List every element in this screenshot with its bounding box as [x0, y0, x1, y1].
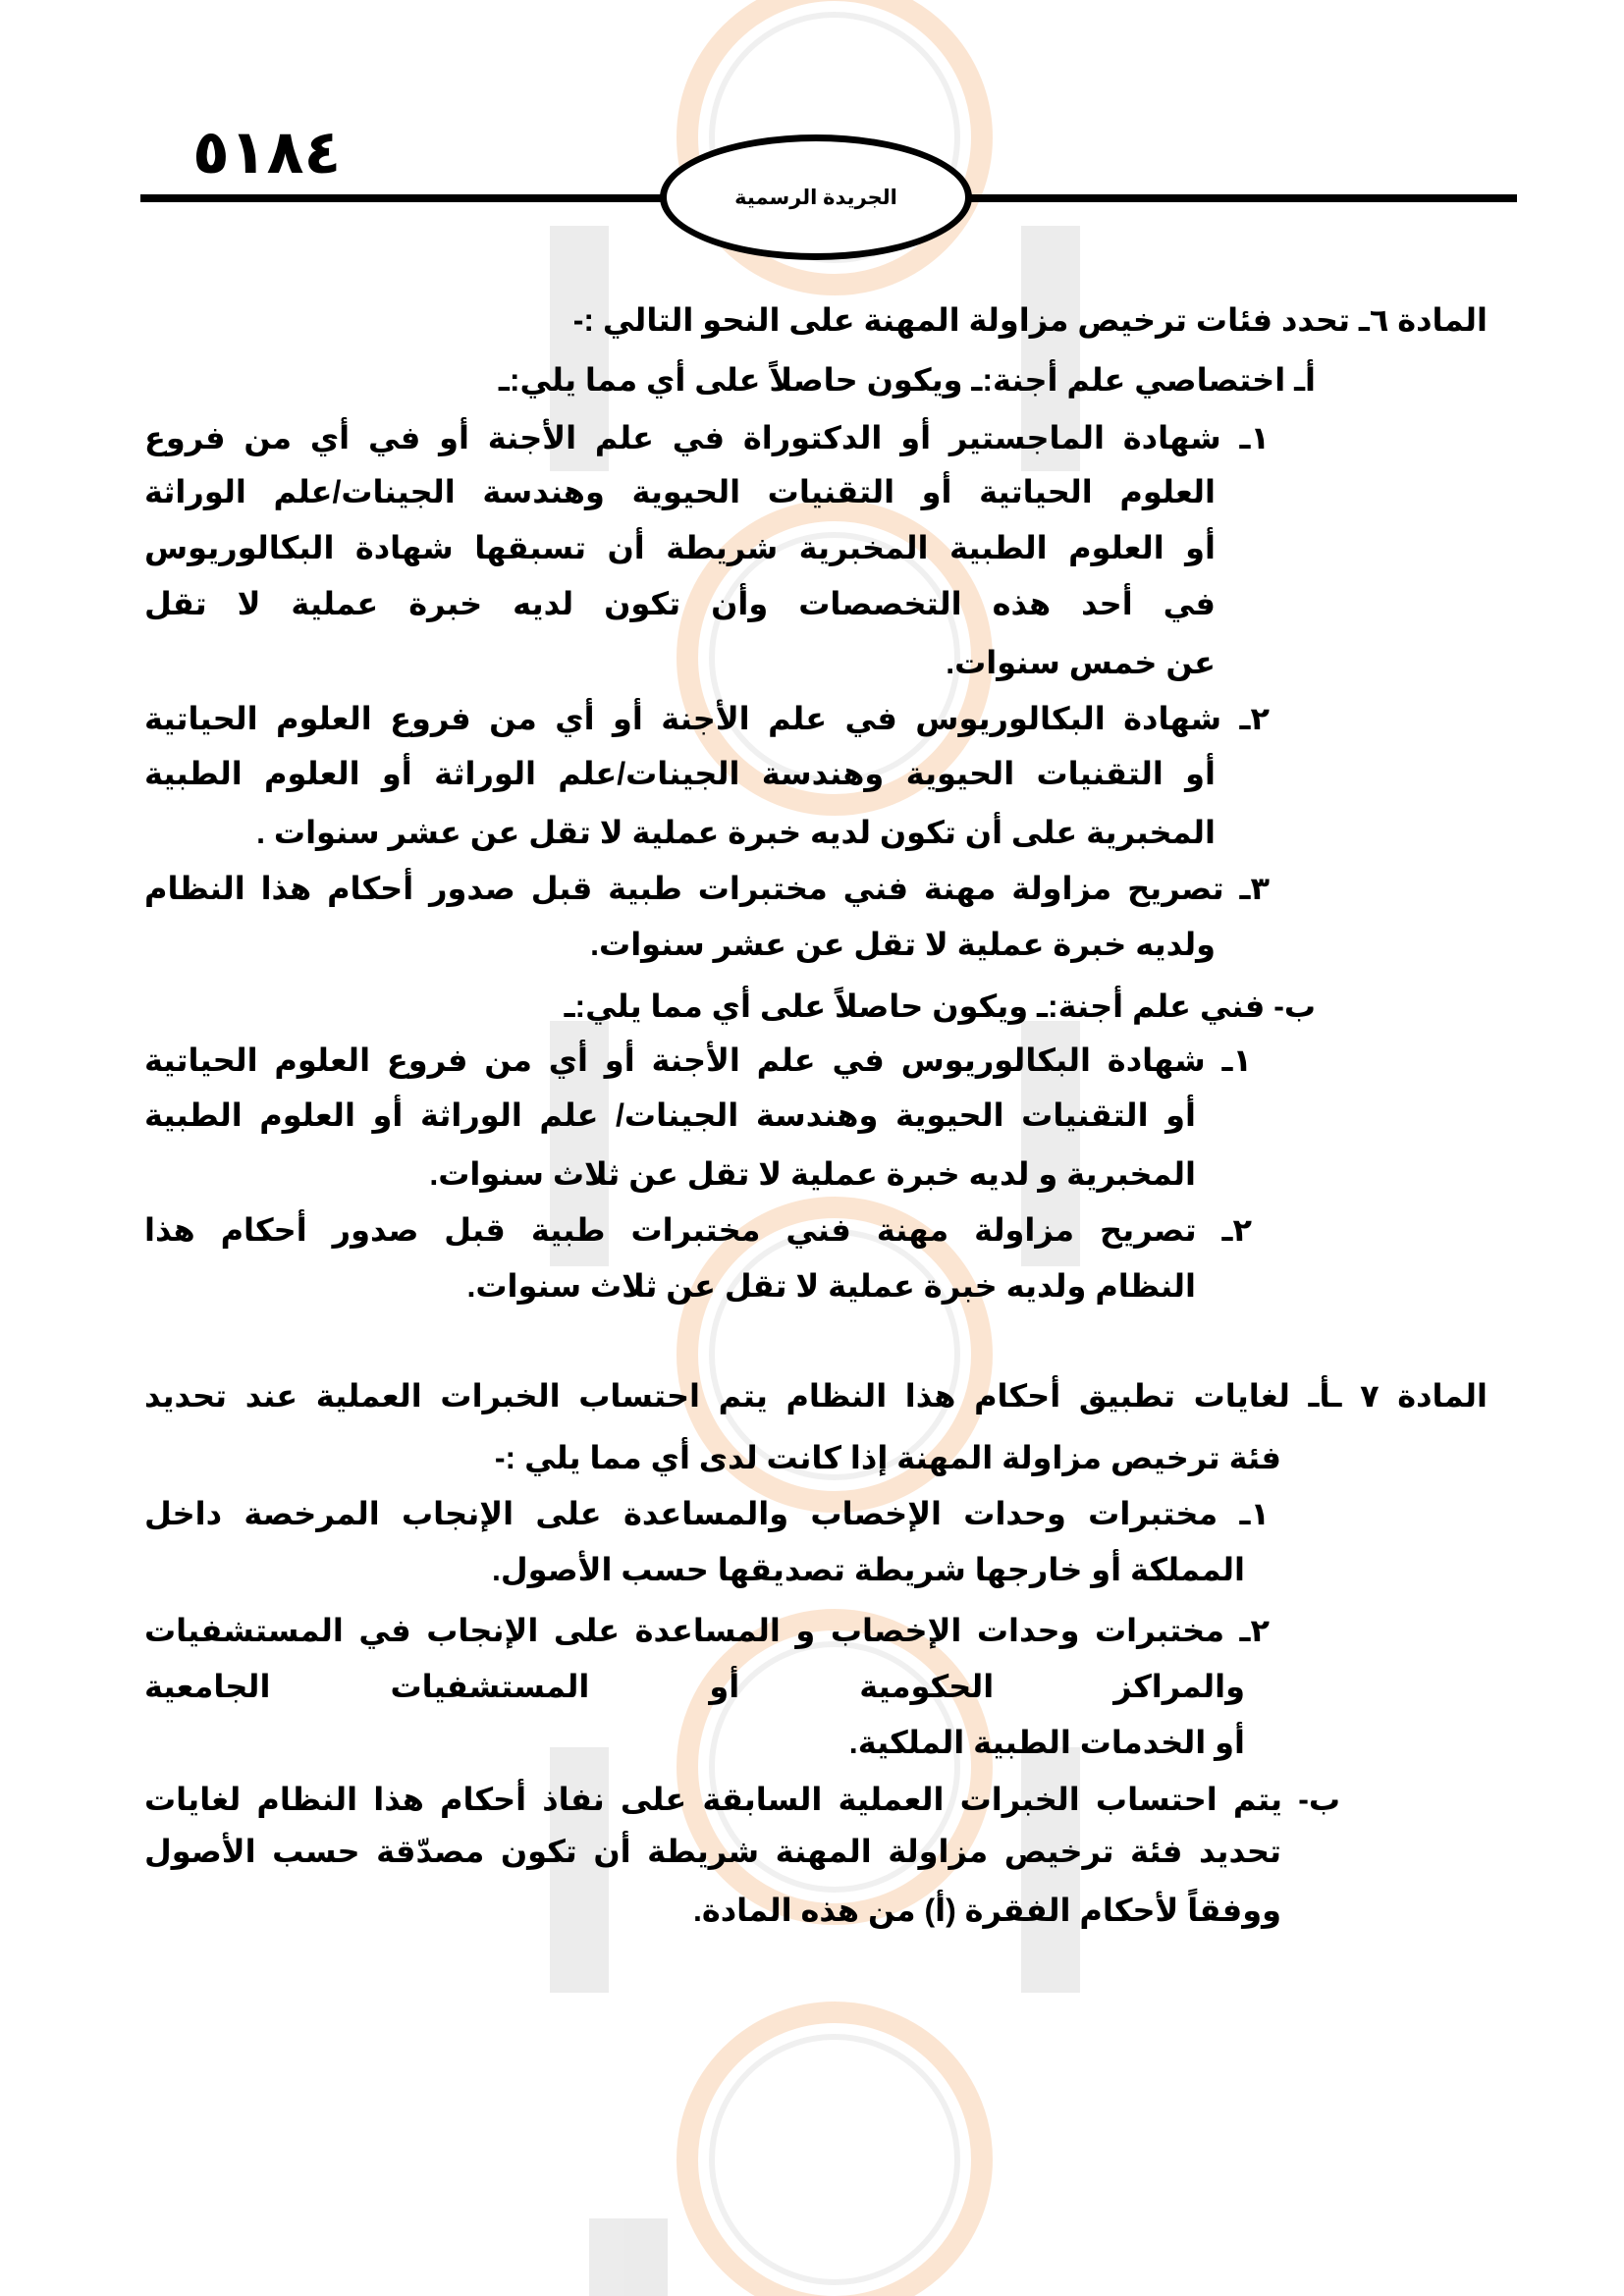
gazette-title-ellipse — [660, 134, 972, 260]
article6-b1-line: ١ـ شهادة البكالوريوس في علم الأجنة أو أي من فروع العلوم الحياتية — [144, 1042, 1252, 1078]
article7-a2-line: أو الخدمات الطبية الملكية. — [848, 1725, 1245, 1760]
article6-b2-line: النظام ولديه خبرة عملية لا تقل عن ثلاث سنوات. — [466, 1268, 1196, 1304]
header-rule-left — [140, 194, 671, 202]
article6-a-heading: أـ اختصاصي علم أجنة:ـ ويكون حاصلاً على أي مما يلي:ـ — [498, 362, 1316, 398]
article6-a2-line: المخبرية على أن تكون لديه خبرة عملية لا تقل عن عشر سنوات . — [256, 815, 1216, 850]
article7-b-line: ووفقاً لأحكام الفقرة (أ) من هذه المادة. — [692, 1893, 1281, 1928]
article6-a1-line: ١ـ شهادة الماجستير أو الدكتوراة في علم الأجنة أو في أي من فروع — [144, 420, 1270, 455]
article6-title: المادة ٦ـ تحدد فئات ترخيص مزاولة المهنة على النحو التالي :- — [572, 302, 1488, 338]
article7-a-line: المادة ٧ ـأـ لغايات تطبيق أحكام هذا النظام يتم احتساب الخبرات العملية عند تحديد — [144, 1378, 1488, 1414]
article6-a1-line: في أحد هذه التخصصات وأن تكون لديه خبرة عملية لا تقل — [144, 586, 1216, 621]
article6-b1-line: المخبرية و لديه خبرة عملية لا تقل عن ثلاث سنوات. — [429, 1156, 1196, 1192]
article6-a2-line: أو التقنيات الحيوية وهندسة الجينات/علم الوراثة أو العلوم الطبية — [144, 756, 1216, 791]
article7-a2-line: والمراكز الحكومية أو المستشفيات الجامعية — [144, 1669, 1245, 1704]
article7-a2-line: ٢ـ مختبرات وحدات الإخصاب و المساعدة على الإنجاب في المستشفيات — [144, 1613, 1270, 1648]
article7-b-line: ب- يتم احتساب الخبرات العملية السابقة على نفاذ أحكام هذا النظام لغايات — [144, 1782, 1340, 1817]
article7-a-line: فئة ترخيص مزاولة المهنة إذا كانت لدى أي مما يلي :- — [494, 1440, 1281, 1475]
article7-a1-line: المملكة أو خارجها شريطة تصديقها حسب الأصول. — [492, 1552, 1245, 1587]
article7-a1-line: ١ـ مختبرات وحدات الإخصاب والمساعدة على الإنجاب المرخصة داخل — [144, 1496, 1270, 1531]
article6-a3-line: ولديه خبرة عملية لا تقل عن عشر سنوات. — [590, 927, 1216, 962]
article6-a2-line: ٢ـ شهادة البكالوريوس في علم الأجنة أو أي من فروع العلوم الحياتية — [144, 701, 1270, 736]
page-number: ٥١٨٤ — [192, 119, 342, 187]
article6-b1-line: أو التقنيات الحيوية وهندسة الجينات/ علم الوراثة أو العلوم الطبية — [144, 1097, 1196, 1133]
article6-a1-line: أو العلوم الطبية المخبرية شريطة أن تسبقها شهادة البكالوريوس — [144, 530, 1216, 565]
gazette-title: الجريدة الرسمية — [734, 186, 897, 209]
header-rule-right — [962, 194, 1517, 202]
article6-b-heading: ب- فني علم أجنة:ـ ويكون حاصلاً على أي مما يلي:ـ — [564, 988, 1316, 1024]
article6-a1-line: العلوم الحياتية أو التقنيات الحيوية وهندسة الجينات/علم الوراثة — [144, 474, 1216, 509]
article6-a3-line: ٣ـ تصريح مزاولة مهنة فني مختبرات طبية قبل صدور أحكام هذا النظام — [144, 871, 1270, 906]
article6-a1-line: عن خمس سنوات. — [946, 645, 1216, 680]
article7-b-line: تحديد فئة ترخيص مزاولة المهنة شريطة أن تكون مصدّقة حسب الأصول — [144, 1834, 1281, 1869]
article6-b2-line: ٢ـ تصريح مزاولة مهنة فني مختبرات طبية قبل صدور أحكام هذا — [144, 1212, 1252, 1248]
